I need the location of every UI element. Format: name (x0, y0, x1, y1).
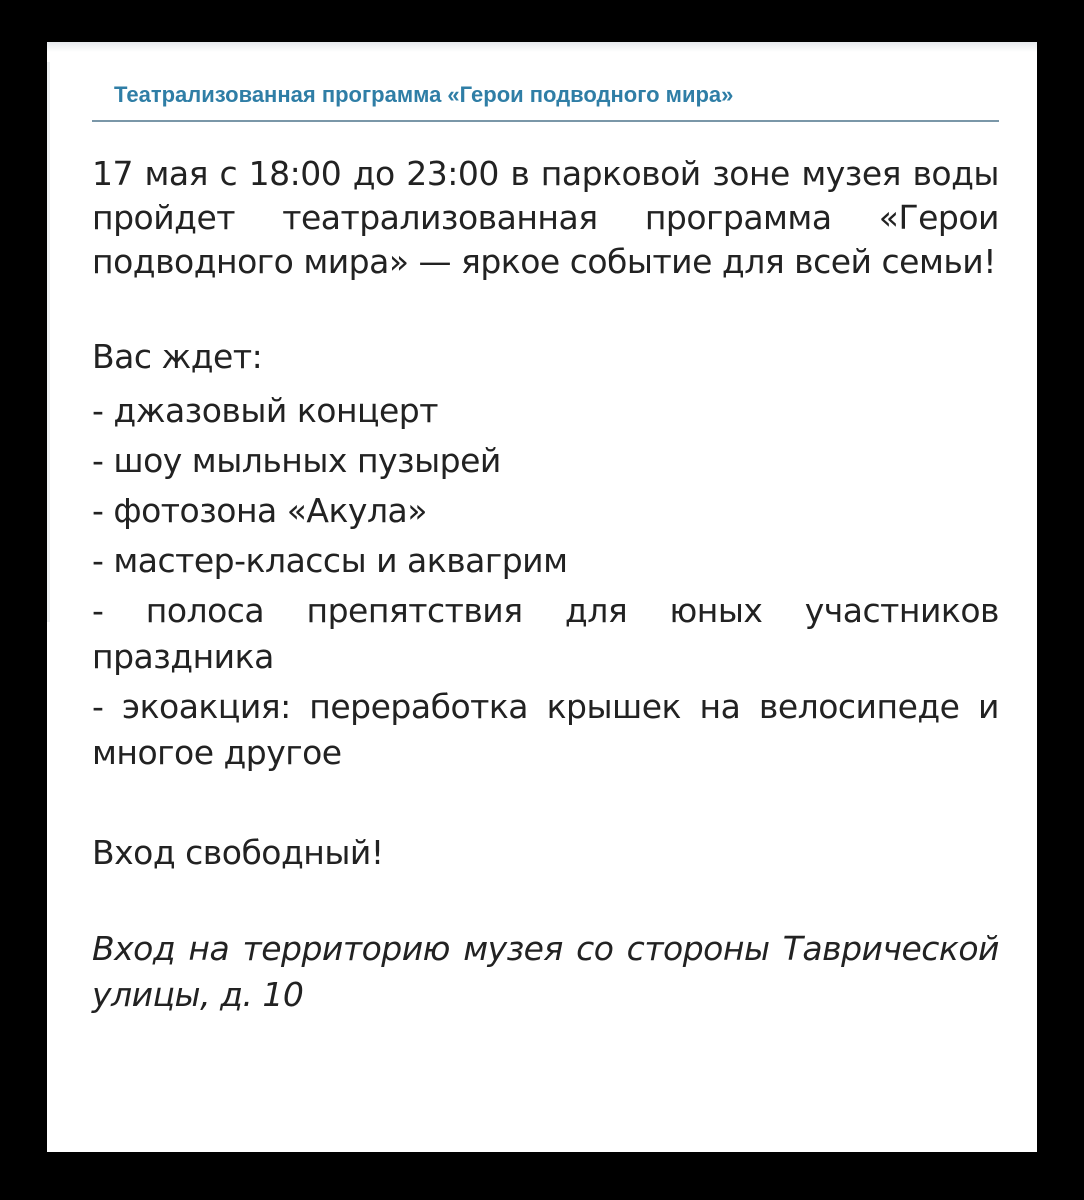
spacer (92, 878, 999, 926)
free-entry-text: Вход свободный! (92, 833, 384, 872)
offer-item-photozone: - фотозона «Акула» (92, 491, 427, 530)
offer-item-obstacle: - полоса препятствия для юных участников праздника (92, 591, 999, 676)
spacer (92, 284, 999, 332)
event-card (92, 82, 999, 1018)
title-divider (92, 120, 999, 122)
offer-title: Вас ждет: (92, 337, 263, 376)
offer-item-ecoaction: - экоакция: переработка крышек на велосипеде и многое другое (92, 687, 999, 772)
event-body (92, 152, 999, 1018)
offer-item-masterclass: - мастер-классы и аквагрим (92, 541, 568, 580)
offer-item-bubbles: - шоу мыльных пузырей (92, 441, 501, 480)
offer-list (92, 388, 999, 776)
event-title[interactable]: Театрализованная программа «Герои подводного мира» (114, 82, 734, 107)
offer-item-jazz: - джазовый концерт (92, 391, 438, 430)
screen (47, 42, 1037, 1152)
event-intro: 17 мая с 18:00 до 23:00 в парковой зоне музея воды пройдет театрализованная программа «Герои подводного мира» — яркое событие для всей семьи! (92, 154, 999, 281)
spacer (92, 780, 999, 828)
scroll-edge (47, 62, 50, 622)
top-shadow (47, 42, 1037, 52)
entrance-note: Вход на территорию музея со стороны Таврической улицы, д. 10 (92, 929, 999, 1014)
